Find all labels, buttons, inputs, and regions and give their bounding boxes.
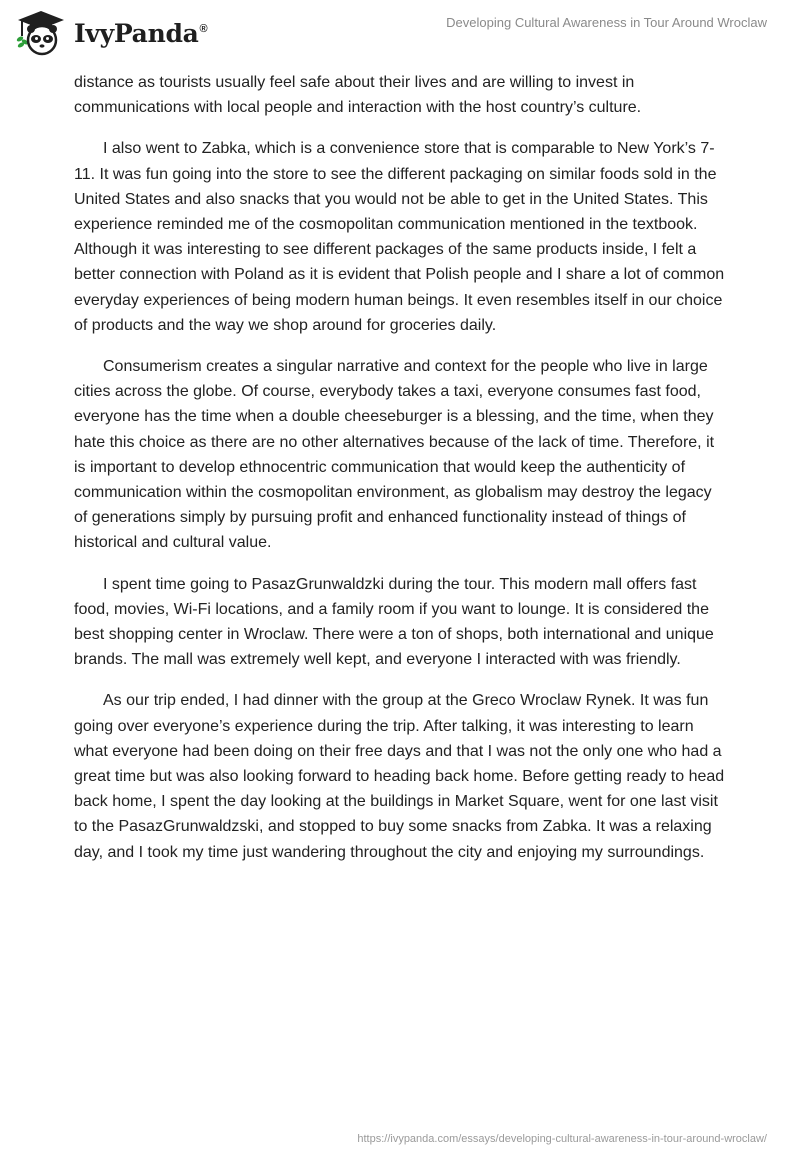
page-header: [0, 0, 800, 70]
paragraph: As our trip ended, I had dinner with the group at the Greco Wroclaw Rynek. It was fun going over everyone’s experience during the trip. After talking, it was interesting to learn what everyone had been doing on their free days and that I was not the only one who had a great time but was also looking forward to heading back home. Before getting ready to head back home, I spent the day looking at the buildings in Market Square, went for one last visit to the PasazGrunwaldzski, and stopped to buy some snacks from Zabka. It was a relaxing day, and I took my time just wandering throughout the city and enjoying my surroundings.: [74, 692, 725, 861]
brand-name: IvyPanda®: [74, 18, 208, 48]
registered-mark: ®: [199, 23, 208, 36]
ivypanda-logo[interactable]: [14, 8, 207, 58]
paragraph: Consumerism creates a singular narrative and context for the people who live in large cities across the globe. Of course, everybody takes a taxi, everyone consumes fast food, everyone has the time when a double cheeseburger is a blessing, and the time, when they hate this choice as there are no other alternatives because of the lack of time. Therefore, it is important to develop ethnocentric communication that would keep the authenticity of communication within the cosmopolitan environment, as globalism may destroy the legacy of generations simply by pursuing profit and enhanced functionality instead of things of historical and cultural value.: [74, 358, 715, 552]
essay-body: [74, 70, 726, 881]
paragraph-continued: distance as tourists usually feel safe about their lives and are willing to invest in communications with local people and interaction with the host country’s culture.: [74, 74, 642, 117]
paragraph: I spent time going to PasazGrunwaldzki during the tour. This modern mall offers fast food, movies, Wi-Fi locations, and a family room if you want to lounge. It is considered the best shopping center in Wroclaw. There were a ton of shops, both international and unique brands. The mall was extremely well kept, and everyone I interacted with was friendly.: [74, 575, 714, 669]
panda-graduation-cap-icon: [14, 8, 68, 58]
paragraph: I also went to Zabka, which is a convenience store that is comparable to New York’s 7-11. It was fun going into the store to see the different packaging on similar foods sold in the United States and also snacks that you would not be able to get in the United States. This experience reminded me of the cosmopolitan communication mentioned in the textbook. Although it was interesting to see different packages of the same products inside, I felt a better connection with Poland as it is evident that Polish people and I share a lot of common everyday experiences of being modern human beings. It even resembles itself in our choice of products and the way we shop around for groceries daily.: [74, 140, 725, 334]
source-url[interactable]: https://ivypanda.com/essays/developing-cultural-awareness-in-tour-around-wroclaw/: [357, 1133, 767, 1145]
document-title: Developing Cultural Awareness in Tour Around Wroclaw: [446, 15, 767, 30]
